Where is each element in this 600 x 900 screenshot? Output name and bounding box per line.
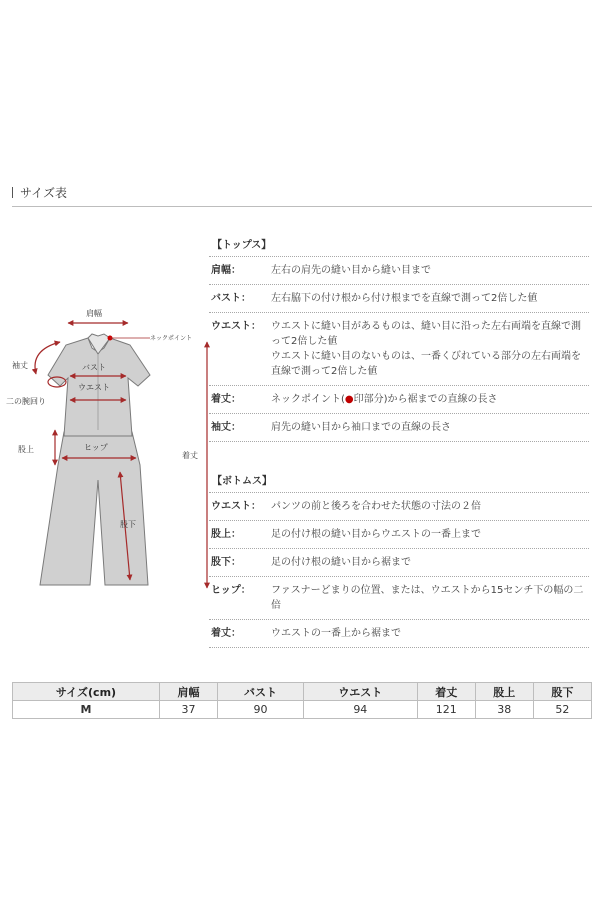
bottoms-row-matashita xyxy=(209,549,589,577)
label-matagami: 股上 xyxy=(18,445,34,454)
label-neck-point: ネックポイント xyxy=(150,335,193,342)
label-ninowaimawari: 二の腕回り xyxy=(6,397,46,406)
def-term: 股上： xyxy=(211,529,241,540)
tops-row-bust xyxy=(209,285,589,313)
col-header: ウエスト xyxy=(303,683,417,701)
col-header: 股下 xyxy=(533,683,591,701)
red-dot-icon: ● xyxy=(344,394,354,405)
table-cell: 94 xyxy=(303,701,417,719)
def-desc xyxy=(271,319,589,379)
def-desc: ファスナーどまりの位置、または、ウエストから15センチ下の幅の二倍 xyxy=(271,585,584,611)
section-header xyxy=(12,184,592,207)
def-desc: パンツの前と後ろを合わせた状態の寸法の２倍 xyxy=(271,501,481,512)
label-hip: ヒップ xyxy=(84,443,108,452)
tops-row-waist xyxy=(209,313,589,386)
def-desc xyxy=(271,392,589,407)
def-term: ヒップ： xyxy=(211,585,251,596)
def-term: 着丈： xyxy=(211,394,241,405)
def-desc: 左右脇下の付け根から付け根までを直線で測って2倍した値 xyxy=(271,293,538,304)
section-title: サイズ表 xyxy=(20,186,68,200)
col-header: サイズ(cm) xyxy=(13,683,160,701)
garment-figure xyxy=(0,290,215,610)
col-header: 肩幅 xyxy=(160,683,218,701)
def-term: バスト： xyxy=(211,293,251,304)
bottoms-row-waist xyxy=(209,492,589,521)
table-cell: 38 xyxy=(475,701,533,719)
def-desc: 肩先の縫い目から袖口までの直線の長さ xyxy=(271,422,451,433)
size-table-header-row xyxy=(13,683,592,701)
garment-diagram xyxy=(0,290,215,610)
def-term: 着丈： xyxy=(211,628,241,639)
tops-row-sodetake xyxy=(209,414,589,442)
col-header: 着丈 xyxy=(417,683,475,701)
size-table xyxy=(12,682,592,719)
definitions-panel xyxy=(209,236,589,648)
def-desc: 左右の肩先の縫い目から縫い目まで xyxy=(271,265,431,276)
def-term: 股下： xyxy=(211,557,241,568)
def-term: ウエスト： xyxy=(211,501,261,512)
col-header: バスト xyxy=(218,683,304,701)
tops-title: 【トップス】 xyxy=(212,240,272,251)
def-desc-before: ネックポイント( xyxy=(271,394,345,405)
table-cell: 37 xyxy=(160,701,218,719)
label-matashita: 股下 xyxy=(120,520,136,529)
table-row xyxy=(13,701,592,719)
label-kitake: 着丈 xyxy=(182,451,198,460)
def-term: 肩幅： xyxy=(211,265,241,276)
tops-row-kitake xyxy=(209,386,589,414)
label-katahaba: 肩幅 xyxy=(86,309,102,318)
bottoms-row-matagami xyxy=(209,521,589,549)
table-cell: 121 xyxy=(417,701,475,719)
pants-shape xyxy=(40,432,148,585)
bottoms-title: 【ボトムス】 xyxy=(212,476,272,487)
def-desc-line1: ウエストに縫い目があるものは、縫い目に沿った左右両端を直線で測って2倍した値 xyxy=(271,321,581,347)
bottoms-row-kitake xyxy=(209,620,589,648)
def-term: 袖丈： xyxy=(211,422,241,433)
table-cell: M xyxy=(13,701,160,719)
def-desc-after: 印部分)から裾までの直線の長さ xyxy=(353,394,498,405)
def-desc-line2: ウエストに縫い目のないものは、一番くびれている部分の左右両端を直線で測って2倍した値 xyxy=(271,351,581,377)
table-cell: 90 xyxy=(218,701,304,719)
header-bar xyxy=(12,187,13,198)
table-cell: 52 xyxy=(533,701,591,719)
def-desc: 足の付け根の縫い目からウエストの一番上まで xyxy=(271,529,481,540)
def-desc: ウエストの一番上から裾まで xyxy=(271,628,401,639)
def-term: ウエスト： xyxy=(211,321,261,332)
def-desc: 足の付け根の縫い目から裾まで xyxy=(271,557,411,568)
label-bust: バスト xyxy=(82,363,106,372)
col-header: 股上 xyxy=(475,683,533,701)
bottoms-row-hip xyxy=(209,577,589,620)
label-sodetake: 袖丈 xyxy=(12,361,28,370)
label-waist: ウエスト xyxy=(78,383,110,392)
tops-row-katahaba xyxy=(209,256,589,285)
